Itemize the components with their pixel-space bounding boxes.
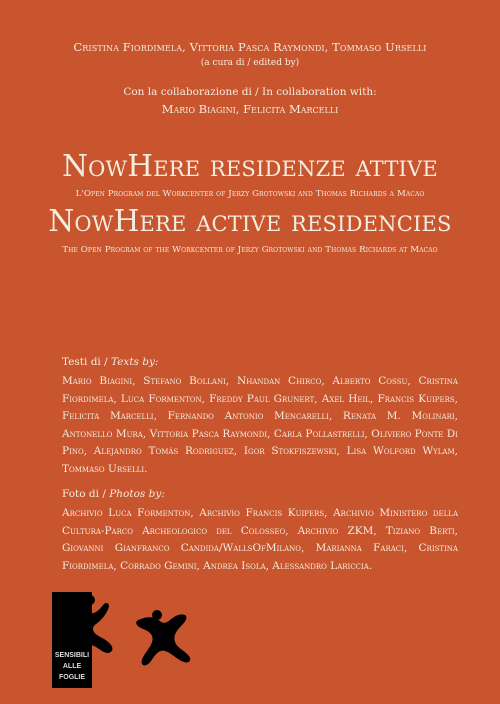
texts-label	[62, 356, 458, 368]
publisher-box	[52, 592, 92, 688]
texts-label-english: Texts by:	[111, 356, 159, 368]
right-figure-icon	[136, 614, 190, 665]
photos-section	[62, 488, 458, 575]
collaboration-label: Con la collaborazione di / In collaboration with:	[123, 86, 377, 98]
photos-label	[62, 488, 458, 500]
texts-label-italian: Testi di /	[62, 356, 111, 368]
right-figure-head-icon	[152, 610, 162, 620]
photo-credits: Archivio Luca Formenton, Archivio Francis Kuipers, Archivio Ministero della Cultura-Parco Archeologico del Colosseo, Archivio ZKM, Tiziano Berti, Giovanni Gianfranco Candida/WallsOfMilano, Marianna Faraci, Cristina Fiordimela, Corrado Gemini, Andrea Isola, Alessandro Lariccia.	[62, 507, 458, 572]
italian-subtitle: L'Open Program del Workcenter of Jerzy Grotowski and Thomas Richards a Macao	[75, 189, 425, 199]
texts-section	[62, 356, 458, 479]
collaboration-names: Mario Biagini, Felicita Marcelli	[161, 102, 339, 116]
photos-label-italian: Foto di /	[62, 488, 110, 500]
publisher-line-3: FOGLIE	[58, 674, 86, 681]
italian-title: NowHere residenze attive	[62, 149, 438, 183]
publisher-line-1: SENSIBILI	[54, 652, 90, 659]
english-title: NowHere active residencies	[48, 204, 452, 238]
publisher-line-2: ALLE	[62, 663, 82, 670]
texts-authors: Mario Biagini, Stefano Bollani, Nhandan Chirco, Alberto Cossu, Cristina Fiordimela, Luca Formenton, Freddy Paul Grunert, Axel Heil, Francis Kuipers, Felicita Marcelli, Fernando Antonio Mencarelli, Renata M. Molinari, Antonello Mura, Vittoria Pasca Raymondi, Carla Pollastrelli, Oliviero Ponte Di Pino, Alejandro Tomás Rodriguez, Igor Stokfiszewski, Lisa Wolford Wylam, Tommaso Urselli.	[62, 375, 458, 475]
photos-label-english: Photos by:	[109, 488, 165, 500]
english-subtitle: The Open Program of the Workcenter of Jerzy Grotowski and Thomas Richards at Macao	[62, 245, 438, 255]
publisher-logo	[52, 592, 212, 687]
editors: Cristina Fiordimela, Vittoria Pasca Raymondi, Tommaso Urselli	[73, 40, 427, 54]
edited-by-label: (a cura di / edited by)	[200, 58, 300, 68]
